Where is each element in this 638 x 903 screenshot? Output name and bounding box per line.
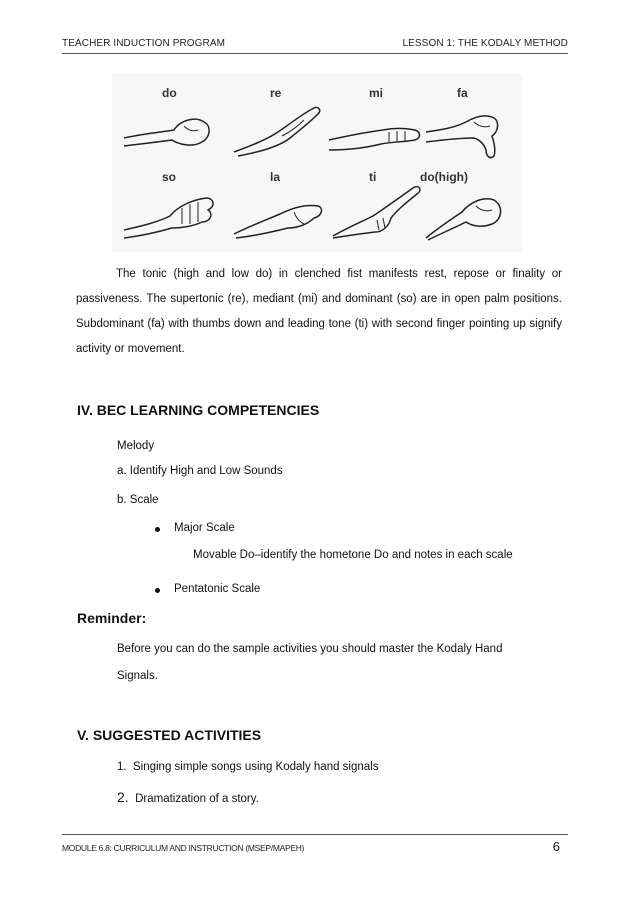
hand-fa-thumb-down-icon: [424, 102, 514, 162]
hand-do-high-fist-icon: [424, 182, 514, 242]
movable-do-text: Movable Do–identify the hometone Do and notes in each scale: [193, 549, 513, 561]
signal-label-do: do: [162, 86, 177, 100]
signal-label-mi: mi: [369, 86, 384, 100]
hand-la-relaxed-icon: [230, 190, 330, 240]
signal-label-la: la: [270, 170, 281, 184]
bullet-pentatonic-scale: Pentatonic Scale: [174, 583, 261, 595]
activity-1-number: 1.: [117, 761, 127, 773]
reminder-line-1: Before you can do the sample activities you should master the Kodaly Hand: [117, 643, 503, 655]
competency-b: b. Scale: [117, 494, 159, 506]
reminder-line-2: Signals.: [117, 670, 158, 682]
melody-label: Melody: [117, 440, 155, 452]
hand-signals-figure: [112, 74, 522, 252]
paragraph-text: The tonic (high and low do) in clenched fist manifests rest, repose or finality or passiveness. The supertonic (re), mediant (mi) and dominant (so) are in open palm positions. Subdominant (fa) with thumbs down and leading tone (ti) with second finger pointing up signify activity or movement.: [76, 268, 562, 355]
hand-re-palm-icon: [230, 102, 330, 157]
hand-mi-flat-palm-icon: [327, 110, 427, 155]
hand-signals-description: [76, 262, 562, 362]
activity-2-number: 2.: [117, 789, 129, 805]
activity-2: [117, 789, 259, 805]
hand-do-fist-icon: [122, 106, 222, 156]
section-v-heading: V. SUGGESTED ACTIVITIES: [77, 727, 262, 743]
footer-module: MODULE 6.8: CURRICULUM AND INSTRUCTION (MSEP/MAPEH): [62, 843, 305, 853]
signal-label-fa: fa: [457, 86, 468, 100]
signal-label-do-high: do(high): [420, 170, 468, 184]
header-program: TEACHER INDUCTION PROGRAM: [62, 38, 226, 49]
header-lesson: LESSON 1: THE KODALY METHOD: [402, 38, 568, 49]
hand-so-open-palm-icon: [122, 186, 222, 241]
activity-2-text: Dramatization of a story.: [135, 793, 259, 805]
signal-label-re: re: [270, 86, 282, 100]
section-iv-heading: IV. BEC LEARNING COMPETENCIES: [77, 402, 320, 418]
page-number: 6: [552, 839, 560, 854]
reminder-heading: Reminder:: [77, 610, 147, 626]
page-footer: [62, 834, 568, 854]
signal-label-so: so: [162, 170, 177, 184]
hand-ti-pointing-icon: [327, 180, 427, 240]
page-header: [62, 38, 568, 54]
bullet-major-scale: Major Scale: [174, 522, 235, 534]
activity-1-text: Singing simple songs using Kodaly hand signals: [132, 761, 379, 773]
signal-label-ti: ti: [369, 170, 377, 184]
activity-1: [117, 761, 378, 773]
competency-a: a. Identify High and Low Sounds: [117, 465, 283, 477]
